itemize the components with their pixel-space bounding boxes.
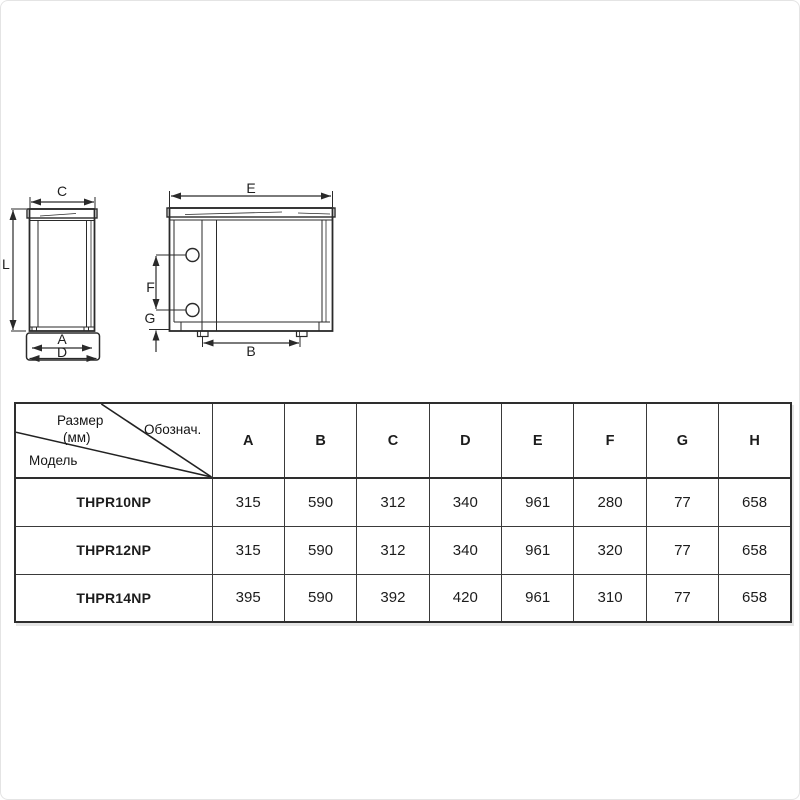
table-row-thpr12np (15, 526, 791, 574)
dim-label-d: D (56, 344, 68, 360)
dim-label-l: L (2, 256, 10, 272)
value-cell: 340 (429, 526, 501, 574)
value-cell: 77 (646, 478, 718, 526)
dim-label-c: C (56, 183, 68, 199)
value-cell: 312 (357, 478, 429, 526)
front-view-drawing (145, 180, 335, 359)
value-cell: 420 (429, 574, 501, 622)
dimensions-table (14, 402, 792, 623)
table-corner-cell (15, 403, 212, 478)
value-cell: 395 (212, 574, 284, 622)
dimensions-table-wrap (14, 402, 792, 623)
value-cell: 961 (502, 574, 574, 622)
value-cell: 961 (502, 478, 574, 526)
value-cell: 590 (284, 574, 356, 622)
value-cell: 658 (719, 526, 791, 574)
model-name: THPR10NP (15, 478, 212, 526)
value-cell: 658 (719, 574, 791, 622)
column-header-g: G (646, 403, 718, 478)
value-cell: 340 (429, 478, 501, 526)
table-row-thpr14np (15, 574, 791, 622)
value-cell: 961 (502, 526, 574, 574)
value-cell: 658 (719, 478, 791, 526)
lower-port-circle (186, 304, 199, 317)
model-name: THPR14NP (15, 574, 212, 622)
model-name: THPR12NP (15, 526, 212, 574)
value-cell: 312 (357, 526, 429, 574)
value-cell: 77 (646, 574, 718, 622)
value-cell: 590 (284, 526, 356, 574)
column-header-c: C (357, 403, 429, 478)
dim-label-b: B (246, 343, 256, 359)
column-header-a: A (212, 403, 284, 478)
column-header-b: B (284, 403, 356, 478)
value-cell: 315 (212, 526, 284, 574)
side-view-drawing (2, 183, 100, 360)
column-header-e: E (502, 403, 574, 478)
dim-label-f: F (146, 279, 155, 295)
dim-label-g: G (144, 310, 156, 326)
column-header-h: H (719, 403, 791, 478)
value-cell: 590 (284, 478, 356, 526)
value-cell: 310 (574, 574, 646, 622)
value-cell: 315 (212, 478, 284, 526)
column-header-f: F (574, 403, 646, 478)
corner-size-label: Размер (57, 413, 104, 428)
dimension-diagram (0, 175, 360, 370)
corner-unit-label: (мм) (63, 430, 91, 445)
value-cell: 77 (646, 526, 718, 574)
value-cell: 280 (574, 478, 646, 526)
upper-port-circle (186, 249, 199, 262)
dim-label-e: E (246, 180, 256, 196)
value-cell: 392 (357, 574, 429, 622)
value-cell: 320 (574, 526, 646, 574)
corner-designation-label: Обознач. (144, 422, 202, 437)
table-header-row (15, 403, 791, 478)
corner-model-label: Модель (29, 453, 78, 468)
table-row-thpr10np (15, 478, 791, 526)
column-header-d: D (429, 403, 501, 478)
dim-label-a: A (57, 331, 67, 347)
